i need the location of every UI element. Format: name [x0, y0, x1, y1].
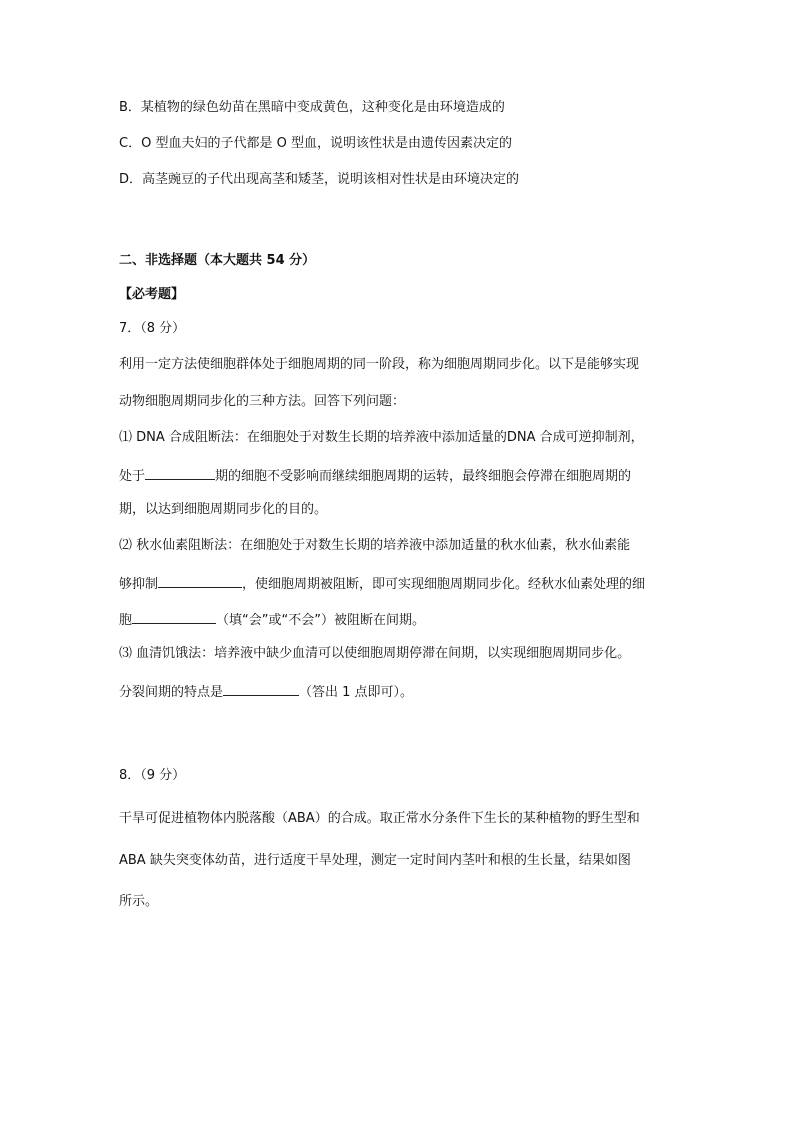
required-label: 【必考题】 [119, 287, 185, 302]
option-d: D．高茎豌豆的子代出现高茎和矮茎，说明该相对性状是由环境决定的 [119, 172, 520, 187]
question-7-header: 7．（8 分） [119, 321, 186, 336]
question-7-intro-line-2: 动物细胞周期同步化的三种方法。回答下列问题： [119, 394, 406, 409]
question-7-part-1-line-2 [119, 465, 631, 486]
text-segment: 够抑制 [119, 577, 159, 592]
question-7-intro-line-1: 利用一定方法使细胞群体处于细胞周期的同一阶段，称为细胞周期同步化。以下是能够实现 [119, 357, 640, 372]
text-segment: （答出 1 点即可）。 [299, 685, 414, 700]
text-segment: 期的细胞不受影响而继续细胞周期的运转，最终细胞会停滞在细胞周期的 [215, 469, 632, 484]
question-7-part-2-line-2 [119, 573, 645, 594]
answer-blank [158, 573, 242, 588]
text-segment: ，使细胞周期被阻断，即可实现细胞周期同步化。经秋水仙素处理的细 [242, 577, 646, 592]
question-7-part-2-line-3 [119, 609, 425, 630]
text-segment: （填“会”或“不会”）被阻断在间期。 [216, 613, 425, 628]
question-8-line-3: 所示。 [119, 894, 159, 909]
answer-blank [132, 609, 216, 624]
question-8-line-1: 干旱可促进植物体内脱落酸（ABA）的合成。取正常水分条件下生长的某种植物的野生型和 [119, 811, 640, 826]
option-c: C．O 型血夫妇的子代都是 O 型血，说明该性状是由遗传因素决定的 [119, 136, 512, 151]
text-segment: 处于 [119, 469, 146, 484]
section-heading: 二、非选择题（本大题共 54 分） [119, 253, 316, 268]
option-b: B．某植物的绿色幼苗在黑暗中变成黄色，这种变化是由环境造成的 [119, 100, 505, 115]
answer-blank [145, 465, 215, 480]
question-7-part-1-line-3: 期，以达到细胞周期同步化的目的。 [119, 502, 328, 517]
question-8-header: 8．（9 分） [119, 768, 186, 783]
question-7-part-3-line-2 [119, 681, 413, 702]
answer-blank [223, 681, 299, 696]
text-segment: 胞 [119, 613, 133, 628]
question-7-part-2-line-1: ⑵ 秋水仙素阻断法：在细胞处于对数生长期的培养液中添加适量的秋水仙素，秋水仙素能 [119, 538, 631, 553]
question-7-part-3-line-1: ⑶ 血清饥饿法：培养液中缺少血清可以使细胞周期停滞在间期，以实现细胞周期同步化。 [119, 646, 631, 661]
question-8-line-2: ABA 缺失突变体幼苗，进行适度干旱处理，测定一定时间内茎叶和根的生长量，结果如图 [119, 853, 631, 868]
question-7-part-1-line-1: ⑴ DNA 合成阻断法：在细胞处于对数生长期的培养液中添加适量的DNA 合成可逆抑制剂， [119, 430, 644, 445]
text-segment: 分裂间期的特点是 [119, 685, 224, 700]
